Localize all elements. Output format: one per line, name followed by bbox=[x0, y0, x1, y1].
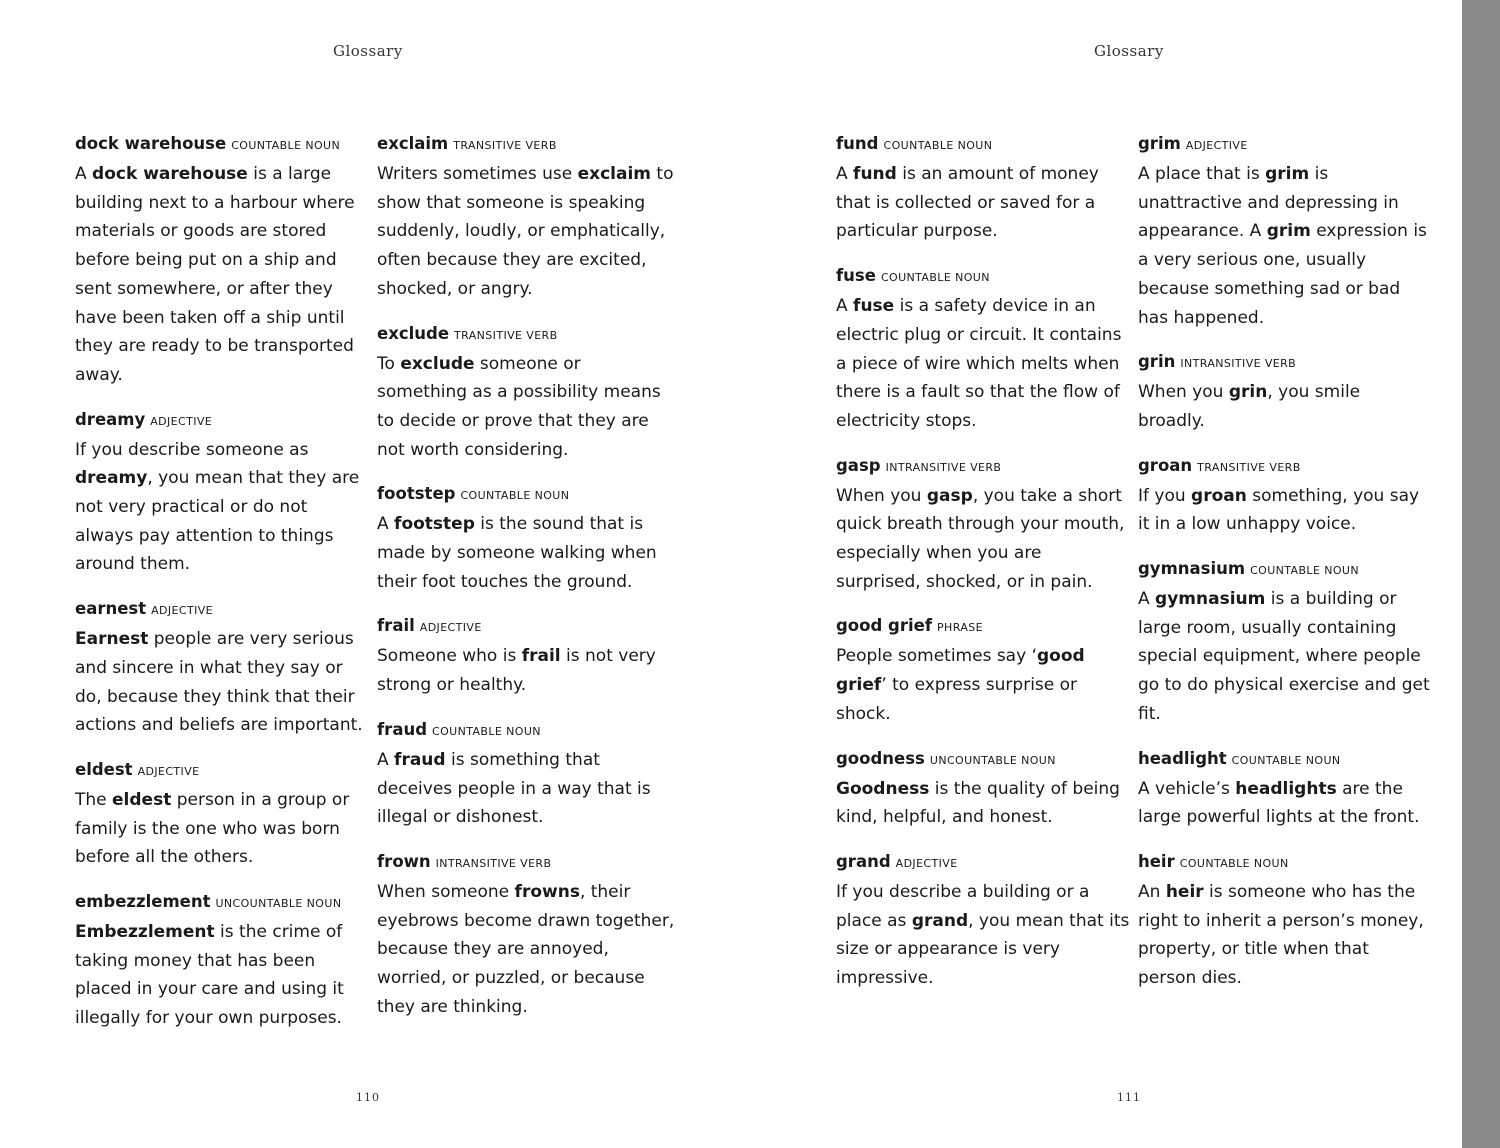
part-of-speech: INTRANSITIVE VERB bbox=[885, 460, 1002, 474]
entry-heading bbox=[836, 130, 1116, 160]
entry-heading bbox=[377, 130, 657, 160]
glossary-entry bbox=[377, 130, 674, 304]
headword: goodness bbox=[836, 748, 925, 768]
part-of-speech: TRANSITIVE VERB bbox=[1197, 460, 1301, 474]
entry-heading bbox=[75, 595, 355, 625]
definition-line: not worth considering. bbox=[377, 439, 569, 460]
glossary-entry bbox=[836, 262, 1122, 436]
headword: good grief bbox=[836, 616, 933, 636]
defined-term: Goodness bbox=[836, 778, 930, 799]
definition bbox=[75, 436, 360, 580]
defined-term: heir bbox=[1165, 881, 1204, 902]
glossary-entry bbox=[1138, 745, 1418, 832]
definition-line: The eldest person in a group or bbox=[75, 789, 350, 810]
definition-line: go to do physical exercise and get bbox=[1138, 675, 1430, 696]
part-of-speech: COUNTABLE NOUN bbox=[1250, 564, 1359, 578]
definition-line: family is the one who was born bbox=[75, 818, 340, 839]
definition-line: A place that is grim is bbox=[1138, 164, 1329, 184]
part-of-speech: UNCOUNTABLE NOUN bbox=[929, 753, 1056, 767]
left-page bbox=[0, 0, 730, 1148]
definition-line: especially when you are bbox=[836, 543, 1042, 564]
headword: earnest bbox=[75, 599, 147, 619]
part-of-speech: ADJECTIVE bbox=[151, 604, 214, 618]
defined-term: fraud bbox=[394, 749, 446, 770]
entry-heading bbox=[836, 452, 1116, 482]
definition-line: broadly. bbox=[1138, 410, 1205, 431]
glossary-entry bbox=[836, 612, 1116, 728]
headword: footstep bbox=[377, 484, 456, 504]
definition-line: building next to a harbour where bbox=[75, 192, 355, 213]
definition-line: right to inherit a person’s money, bbox=[1138, 910, 1424, 931]
definition-line: have been taken off a ship until bbox=[75, 307, 345, 328]
part-of-speech: COUNTABLE NOUN bbox=[1179, 856, 1289, 870]
glossary-entry bbox=[1138, 348, 1418, 435]
definition-line: property, or title when that bbox=[1138, 939, 1369, 960]
definition-line: surprised, shocked, or in pain. bbox=[836, 571, 1093, 592]
definition-line: show that someone is speaking bbox=[377, 192, 646, 213]
definition-line: A dock warehouse is a large bbox=[75, 164, 332, 184]
part-of-speech: PHRASE bbox=[937, 621, 983, 635]
headword: headlight bbox=[1138, 748, 1227, 768]
definition bbox=[377, 878, 675, 1022]
definition bbox=[1138, 585, 1430, 729]
part-of-speech: ADJECTIVE bbox=[895, 856, 958, 870]
part-of-speech: COUNTABLE NOUN bbox=[460, 489, 570, 503]
definition-line: worried, or puzzled, or because bbox=[377, 968, 645, 989]
headword: gasp bbox=[836, 455, 881, 475]
definition-line: a very serious one, usually bbox=[1138, 250, 1367, 271]
definition-line: When you grin, you smile bbox=[1138, 382, 1361, 403]
part-of-speech: UNCOUNTABLE NOUN bbox=[215, 897, 342, 911]
headword: fraud bbox=[377, 719, 428, 739]
glossary-entry bbox=[75, 756, 355, 872]
entry-heading bbox=[75, 756, 355, 786]
defined-term: exclaim bbox=[577, 164, 651, 184]
definition-line: An heir is someone who has the bbox=[1138, 881, 1416, 902]
definition-line: because they are annoyed, bbox=[377, 939, 609, 960]
entry-heading bbox=[75, 130, 355, 160]
headword: gymnasium bbox=[1138, 559, 1246, 579]
definition-line: People sometimes say ‘good bbox=[836, 646, 1085, 667]
definition-line: away. bbox=[75, 364, 123, 385]
part-of-speech: COUNTABLE NOUN bbox=[231, 139, 341, 152]
definition-line: dreamy, you mean that they are bbox=[75, 468, 360, 489]
defined-term: grand bbox=[911, 910, 969, 931]
headword: frown bbox=[377, 851, 431, 871]
definition-line: actions and beliefs are important. bbox=[75, 715, 363, 736]
definition bbox=[836, 482, 1125, 597]
definition-line: appearance. A grim expression is bbox=[1138, 221, 1427, 242]
defined-term: frowns bbox=[514, 881, 580, 902]
definition-line: something as a possibility means bbox=[377, 382, 661, 403]
definition-line: that is collected or saved for a bbox=[836, 192, 1096, 213]
entry-heading bbox=[1138, 848, 1418, 878]
defined-term: dock warehouse bbox=[92, 164, 248, 184]
defined-term: dreamy bbox=[75, 468, 148, 489]
glossary-entry bbox=[1138, 130, 1427, 332]
definition-line: to decide or prove that they are bbox=[377, 410, 649, 431]
part-of-speech: ADJECTIVE bbox=[137, 764, 200, 778]
entry-heading bbox=[836, 848, 1116, 878]
headword: heir bbox=[1138, 851, 1175, 871]
part-of-speech: INTRANSITIVE VERB bbox=[1180, 357, 1297, 371]
definition-line: place as grand, you mean that its bbox=[836, 910, 1130, 931]
defined-term: gymnasium bbox=[1155, 589, 1266, 610]
definition-line: Writers sometimes use exclaim to bbox=[377, 164, 674, 184]
definition-line: large powerful lights at the front. bbox=[1138, 807, 1420, 828]
definition-line: When you gasp, you take a short bbox=[836, 485, 1122, 506]
headword: exclaim bbox=[377, 134, 449, 153]
definition bbox=[377, 350, 661, 465]
definition bbox=[1138, 775, 1418, 832]
definition bbox=[377, 160, 674, 304]
headword: groan bbox=[1138, 455, 1193, 475]
running-head: Glossary bbox=[333, 42, 403, 60]
entry-heading bbox=[377, 480, 657, 510]
entry-heading bbox=[1138, 555, 1418, 585]
definition bbox=[377, 642, 657, 699]
part-of-speech: COUNTABLE NOUN bbox=[883, 139, 993, 152]
definition-line: illegally for your own purposes. bbox=[75, 1008, 342, 1029]
definition-line: taking money that has been bbox=[75, 950, 316, 971]
headword: grin bbox=[1138, 352, 1176, 372]
definition-line: before all the others. bbox=[75, 847, 254, 868]
defined-term: footstep bbox=[394, 514, 475, 535]
glossary-entry bbox=[377, 320, 661, 465]
part-of-speech: COUNTABLE NOUN bbox=[1231, 753, 1341, 767]
definition bbox=[836, 160, 1116, 246]
glossary-entry bbox=[75, 130, 355, 390]
entry-heading bbox=[1138, 348, 1418, 378]
headword: fund bbox=[836, 134, 879, 153]
entry-heading bbox=[836, 745, 1116, 775]
defined-term: groan bbox=[1191, 485, 1247, 506]
headword: dreamy bbox=[75, 409, 146, 429]
page-number: 110 bbox=[356, 1091, 380, 1104]
definition-line: there is a fault so that the flow of bbox=[836, 382, 1120, 403]
defined-term: grim bbox=[1265, 164, 1310, 184]
glossary-entry bbox=[836, 745, 1120, 832]
definition-line: fit. bbox=[1138, 703, 1161, 724]
definition-line: Earnest people are very serious bbox=[75, 629, 354, 650]
definition-line: because something sad or bad bbox=[1138, 278, 1401, 299]
definition bbox=[75, 918, 355, 1033]
definition-line: If you describe a building or a bbox=[836, 881, 1090, 902]
definition-line: and sincere in what they say or bbox=[75, 657, 343, 678]
definition-line: do, because they think that their bbox=[75, 686, 355, 707]
definition-line: has happened. bbox=[1138, 307, 1265, 328]
definition-line: kind, helpful, and honest. bbox=[836, 807, 1053, 828]
definition-line: shocked, or angry. bbox=[377, 278, 533, 299]
defined-term: exclude bbox=[400, 353, 475, 374]
entry-heading bbox=[377, 320, 657, 350]
glossary-entry bbox=[1138, 555, 1430, 729]
glossary-entry bbox=[377, 716, 657, 832]
defined-term: fund bbox=[853, 164, 897, 184]
definition-line: often because they are excited, bbox=[377, 250, 647, 271]
defined-term: grin bbox=[1228, 382, 1268, 403]
entry-heading bbox=[377, 848, 657, 878]
definition bbox=[1138, 482, 1418, 539]
definition-line: If you groan something, you say bbox=[1138, 485, 1420, 506]
definition-line: A footstep is the sound that is bbox=[377, 514, 644, 535]
definition bbox=[377, 510, 657, 596]
definition-line: Someone who is frail is not very bbox=[377, 646, 656, 667]
definition-line: a piece of wire which melts when bbox=[836, 353, 1120, 374]
entry-heading bbox=[75, 888, 355, 918]
definition-line: size or appearance is very bbox=[836, 939, 1060, 960]
defined-term: fuse bbox=[853, 296, 895, 317]
glossary-column bbox=[836, 130, 1130, 1009]
part-of-speech: ADJECTIVE bbox=[1185, 139, 1248, 152]
definition-line: eyebrows become drawn together, bbox=[377, 910, 675, 931]
glossary-entry bbox=[377, 480, 657, 596]
part-of-speech: COUNTABLE NOUN bbox=[880, 271, 990, 285]
glossary-entry bbox=[75, 406, 360, 580]
definition-line: A fuse is a safety device in an bbox=[836, 296, 1096, 317]
glossary-entry bbox=[836, 452, 1125, 597]
definition bbox=[836, 292, 1122, 436]
definition bbox=[836, 642, 1116, 728]
right-page bbox=[760, 0, 1460, 1148]
definition-line: electric plug or circuit. It contains bbox=[836, 324, 1122, 345]
definition-line: impressive. bbox=[836, 968, 934, 989]
definition-line: before being put on a ship and bbox=[75, 250, 337, 271]
defined-term: grief bbox=[836, 675, 882, 696]
glossary-entry bbox=[377, 848, 675, 1022]
definition-line: To exclude someone or bbox=[377, 353, 581, 374]
glossary-entry bbox=[75, 888, 355, 1033]
definition bbox=[75, 786, 355, 872]
defined-term: good bbox=[1036, 646, 1085, 667]
part-of-speech: TRANSITIVE VERB bbox=[453, 139, 557, 152]
headword: dock warehouse bbox=[75, 134, 227, 153]
part-of-speech: TRANSITIVE VERB bbox=[454, 328, 558, 342]
definition bbox=[1138, 878, 1424, 993]
glossary-entry bbox=[1138, 848, 1424, 993]
definition-line: A fraud is something that bbox=[377, 749, 600, 770]
entry-heading bbox=[377, 716, 657, 746]
glossary-entry bbox=[75, 595, 363, 740]
definition-line: If you describe someone as bbox=[75, 439, 309, 460]
headword: grand bbox=[836, 851, 891, 871]
definition-line: sent somewhere, or after they bbox=[75, 278, 333, 299]
definition-line: unattractive and depressing in bbox=[1138, 192, 1399, 213]
definition-line: A gymnasium is a building or bbox=[1138, 589, 1397, 610]
part-of-speech: INTRANSITIVE VERB bbox=[435, 856, 552, 870]
glossary-entry bbox=[377, 612, 657, 699]
glossary-entry bbox=[1138, 452, 1418, 539]
definition-line: grief’ to express surprise or bbox=[836, 675, 1078, 696]
defined-term: Embezzlement bbox=[75, 922, 215, 943]
definition-line: shock. bbox=[836, 703, 891, 724]
defined-term: gasp bbox=[926, 485, 973, 506]
entry-heading bbox=[377, 612, 657, 642]
part-of-speech: COUNTABLE NOUN bbox=[432, 724, 541, 738]
headword: fuse bbox=[836, 266, 876, 286]
definition-line: it in a low unhappy voice. bbox=[1138, 514, 1357, 535]
definition-line: special equipment, where people bbox=[1138, 646, 1421, 667]
headword: grim bbox=[1138, 134, 1181, 153]
entry-heading bbox=[75, 406, 355, 436]
definition-line: materials or goods are stored bbox=[75, 221, 327, 242]
glossary-entry bbox=[836, 130, 1116, 246]
definition-line: Goodness is the quality of being bbox=[836, 778, 1120, 799]
definition-line: large room, usually containing bbox=[1138, 617, 1397, 638]
headword: eldest bbox=[75, 759, 133, 779]
definition-line: quick breath through your mouth, bbox=[836, 514, 1125, 535]
entry-heading bbox=[1138, 452, 1418, 482]
defined-term: headlights bbox=[1235, 778, 1337, 799]
glossary-column bbox=[75, 130, 363, 1049]
definition-line: person dies. bbox=[1138, 968, 1242, 989]
definition bbox=[836, 775, 1120, 832]
definition-line: they are thinking. bbox=[377, 996, 528, 1017]
definition-line: Embezzlement is the crime of bbox=[75, 922, 343, 943]
definition-line: A fund is an amount of money bbox=[836, 164, 1099, 184]
headword: exclude bbox=[377, 323, 450, 343]
defined-term: frail bbox=[521, 646, 561, 667]
entry-heading bbox=[1138, 745, 1418, 775]
definition-line: When someone frowns, their bbox=[377, 881, 631, 902]
glossary-entry bbox=[836, 848, 1130, 993]
definition-line: electricity stops. bbox=[836, 410, 977, 431]
page-number: 111 bbox=[1117, 1091, 1141, 1104]
definition-line: their foot touches the ground. bbox=[377, 571, 633, 592]
definition bbox=[75, 160, 355, 390]
definition-line: placed in your care and using it bbox=[75, 979, 344, 1000]
defined-term: eldest bbox=[112, 789, 172, 810]
definition-line: deceives people in a way that is bbox=[377, 778, 651, 799]
running-head: Glossary bbox=[1094, 42, 1164, 60]
entry-heading bbox=[836, 262, 1116, 292]
definition-line: strong or healthy. bbox=[377, 675, 527, 696]
definition bbox=[377, 746, 657, 832]
definition-line: always pay attention to things bbox=[75, 525, 334, 546]
definition-line: made by someone walking when bbox=[377, 543, 657, 564]
defined-term: grim bbox=[1266, 221, 1311, 242]
scan-edge-bar bbox=[1462, 0, 1500, 1148]
part-of-speech: ADJECTIVE bbox=[150, 414, 213, 428]
definition-line: suddenly, loudly, or emphatically, bbox=[377, 221, 666, 242]
headword: frail bbox=[377, 616, 415, 636]
definition bbox=[1138, 160, 1427, 332]
glossary-column bbox=[377, 130, 675, 1037]
definition bbox=[1138, 378, 1418, 435]
definition bbox=[75, 625, 363, 740]
definition-line: particular purpose. bbox=[836, 221, 998, 242]
defined-term: Earnest bbox=[75, 629, 149, 650]
definition-line: around them. bbox=[75, 554, 191, 575]
part-of-speech: ADJECTIVE bbox=[419, 621, 482, 635]
definition bbox=[836, 878, 1130, 993]
entry-heading bbox=[836, 612, 1116, 642]
entry-heading bbox=[1138, 130, 1418, 160]
definition-line: illegal or dishonest. bbox=[377, 807, 544, 828]
glossary-column bbox=[1138, 130, 1430, 1009]
definition-line: they are ready to be transported bbox=[75, 336, 354, 357]
headword: embezzlement bbox=[75, 892, 211, 912]
definition-line: not very practical or do not bbox=[75, 497, 308, 518]
definition-line: A vehicle’s headlights are the bbox=[1138, 778, 1403, 799]
